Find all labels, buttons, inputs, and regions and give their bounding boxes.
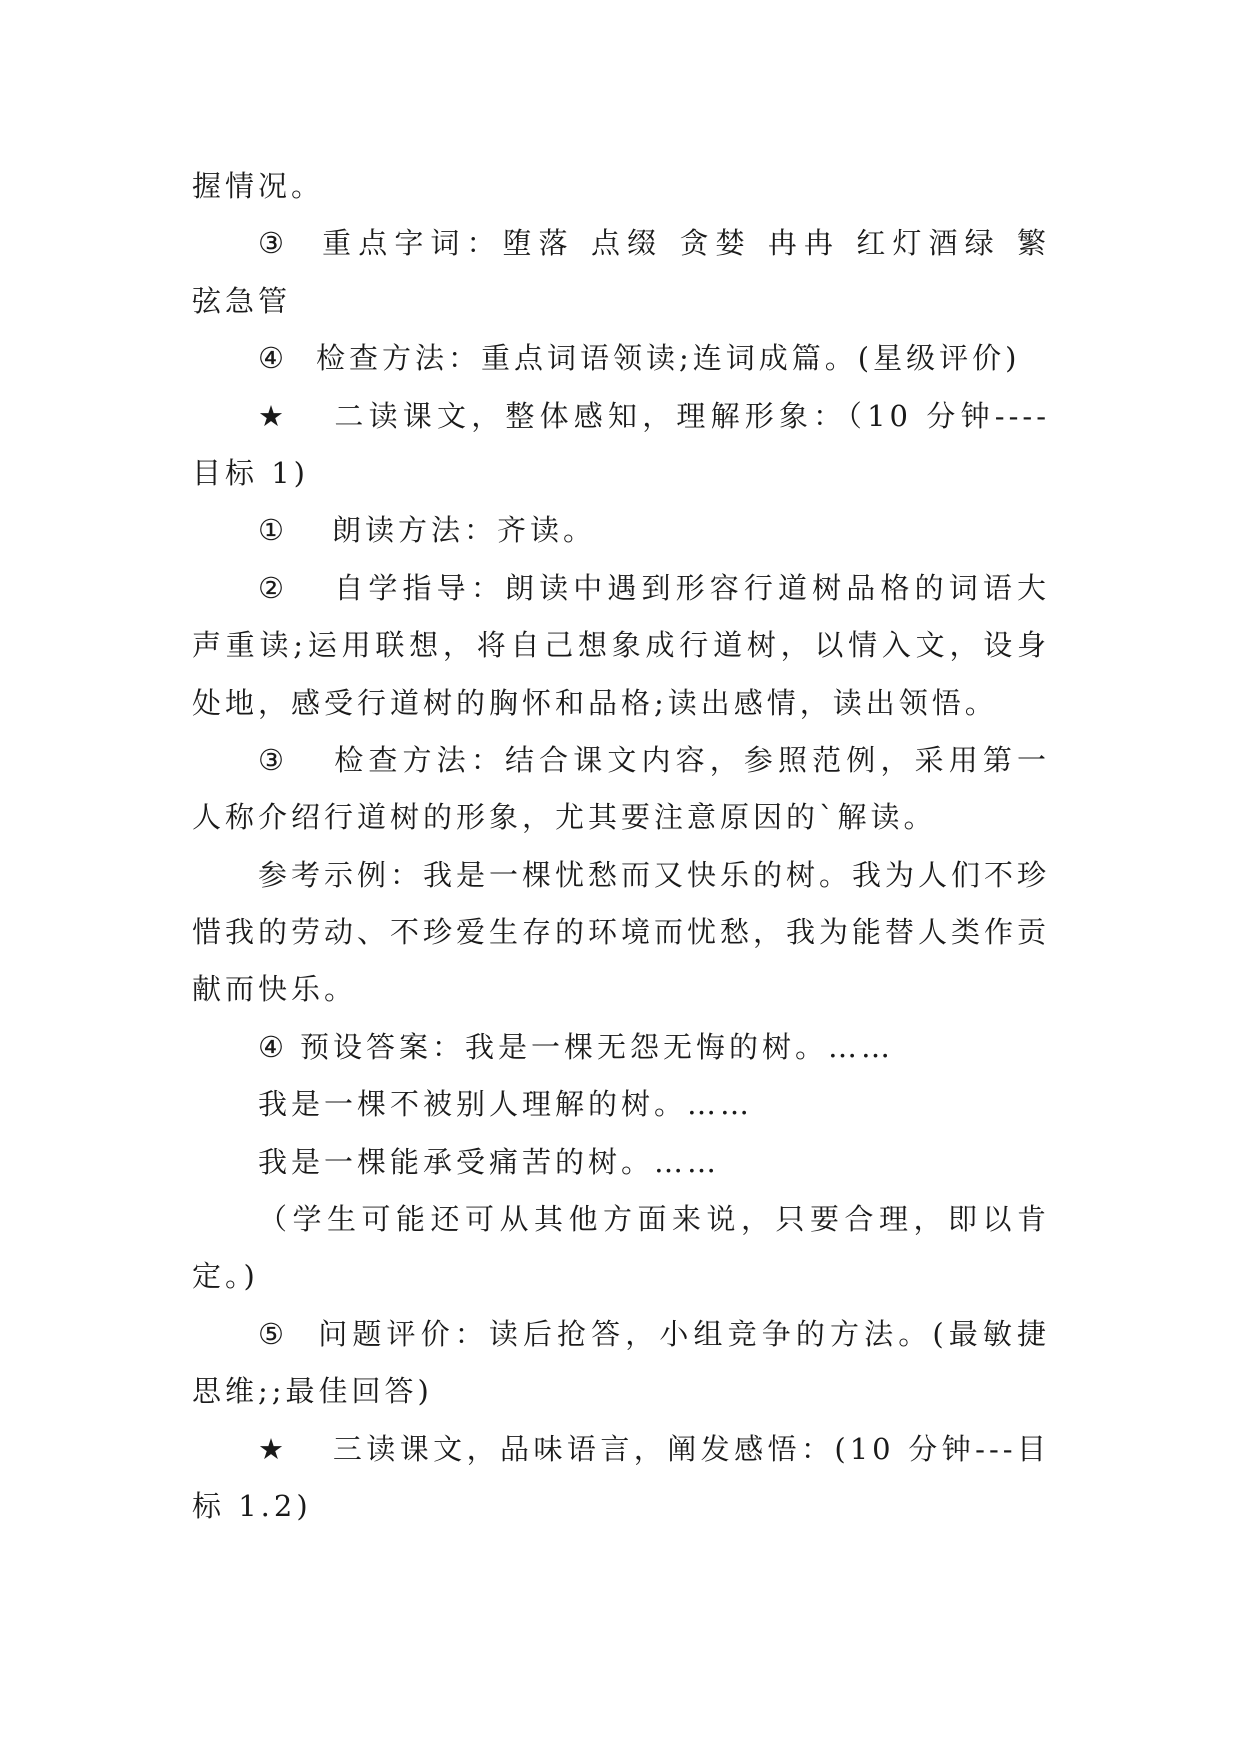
- paragraph-text: 献而快乐。: [192, 972, 358, 1007]
- section-heading: 三读课文，品味语言，阐发感悟：(10 分钟---目: [332, 1431, 1050, 1466]
- text-line: [192, 1134, 1050, 1191]
- section-heading: 二读课文，整体感知，理解形象：（10 分钟----: [333, 398, 1050, 433]
- text-line: [192, 502, 1050, 559]
- paragraph-text: 预设答案：我是一棵无怨无悔的树。……: [300, 1029, 895, 1064]
- text-line: [192, 961, 1050, 1018]
- text-line: [192, 273, 1050, 330]
- paragraph-text: 定。): [192, 1259, 259, 1294]
- text-line: [192, 1306, 1050, 1363]
- paragraph-text: 惜我的劳动、不珍爱生存的环境而忧愁，我为能替人类作贡: [192, 915, 1051, 950]
- paragraph-text: 声重读;运用联想，将自己想象成行道树，以情入文，设身: [192, 628, 1050, 663]
- text-line: [192, 847, 1050, 904]
- paragraph-text: 人称介绍行道树的形象，尤其要注意原因的`解读。: [192, 800, 937, 835]
- paragraph-text: 自学指导：朗读中遇到形容行道树品格的词语大: [333, 570, 1050, 605]
- list-marker: ①: [258, 513, 288, 548]
- text-line: [192, 158, 1050, 215]
- list-marker: ④: [258, 1029, 288, 1064]
- document-page: [192, 158, 1050, 1535]
- star-marker: ★: [258, 398, 290, 433]
- list-marker: ③: [258, 742, 290, 777]
- paragraph-text: 我是一棵能承受痛苦的树。……: [258, 1144, 721, 1179]
- paragraph-text: 朗读方法：齐读。: [332, 513, 597, 548]
- list-marker: ⑤: [258, 1316, 290, 1351]
- paragraph-text: 参考示例：我是一棵忧愁而又快乐的树。我为人们不珍: [258, 857, 1051, 892]
- paragraph-text: 握情况。: [192, 169, 325, 203]
- text-line: [192, 1076, 1050, 1133]
- text-line: [192, 560, 1050, 617]
- paragraph-text: 检查方法：重点词语领读;连词成篇。(星级评价): [316, 341, 1021, 376]
- paragraph-text: 问题评价：读后抢答，小组竞争的方法。(最敏捷: [317, 1316, 1050, 1351]
- paragraph-text: 处地，感受行道树的胸怀和品格;读出感情，读出领悟。: [192, 685, 998, 720]
- text-line: [192, 1363, 1050, 1420]
- paragraph-text: 我是一棵不被别人理解的树。……: [258, 1087, 754, 1122]
- paragraph-text: 重点字词：堕落 点缀 贪婪 冉冉 红灯酒绿 繁: [319, 226, 1050, 261]
- text-line: [192, 1248, 1050, 1305]
- list-marker: ②: [258, 570, 290, 605]
- text-line: [192, 1191, 1050, 1248]
- section-heading: 标 1.2): [192, 1488, 312, 1523]
- text-line: [192, 215, 1050, 272]
- text-line: [192, 789, 1050, 846]
- text-line: [192, 732, 1050, 789]
- text-line: [192, 1421, 1050, 1478]
- list-marker: ③: [258, 226, 292, 261]
- paragraph-text: （学生可能还可从其他方面来说，只要合理，即以肯: [258, 1202, 1050, 1237]
- text-line: [192, 675, 1050, 732]
- text-line: [192, 445, 1050, 502]
- text-line: [192, 1478, 1050, 1535]
- paragraph-text: 思维;;最佳回答): [192, 1374, 433, 1409]
- text-line: [192, 617, 1050, 674]
- paragraph-text: 检查方法：结合课文内容，参照范例，采用第一: [333, 742, 1050, 777]
- text-line: [192, 388, 1050, 445]
- text-line: [192, 330, 1050, 387]
- section-heading: 目标 1): [192, 455, 309, 490]
- text-line: [192, 1019, 1050, 1076]
- list-marker: ④: [258, 341, 288, 376]
- text-line: [192, 904, 1050, 961]
- paragraph-text: 弦急管: [192, 283, 292, 318]
- star-marker: ★: [258, 1431, 289, 1466]
